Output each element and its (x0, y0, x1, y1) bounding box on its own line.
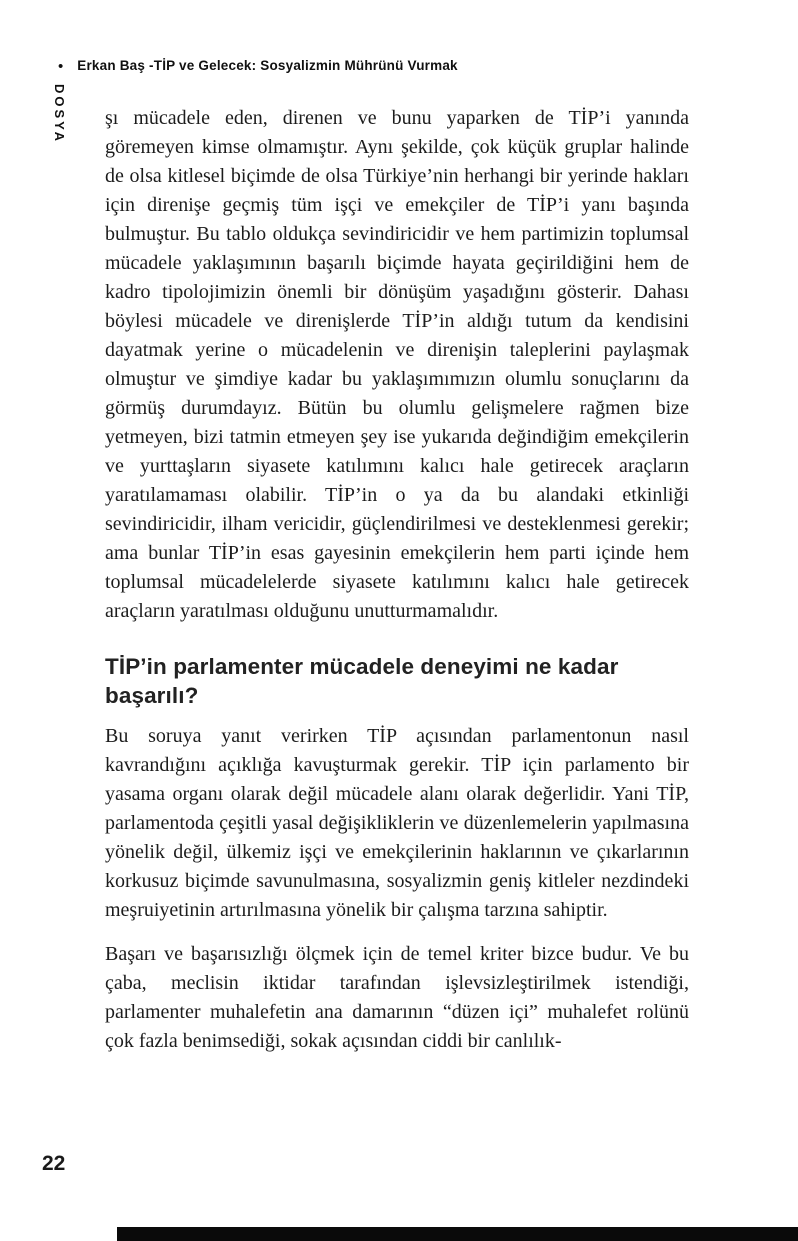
section-side-label: DOSYA (52, 84, 67, 145)
paragraph: şı mücadele eden, direnen ve bunu yaparken de TİP’i yanında göremeyen kimse olmamıştır. Aynı şekilde, çok küçük gruplar halinde de olsa kitlesel biçimde de olsa Türkiye’nin herhangi bir yerinde hakları için direnişe geçmiş tüm işçi ve emekçiler de TİP’i yanı başında bulmuştur. Bu tablo oldukça sevindiricidir ve hem partimizin toplumsal mücadele yaklaşımının başarılı biçimde hayata geçirildiğini hem de kadro tipolojimizin önemli bir dönüşüm yaşadığını gösterir. Dahası böylesi mücadele ve direnişlerde TİP’in aldığı tutum da kendisini dayatmak yerine o mücadelenin ve direnişin taleplerini paylaşmak olmuştur ve şimdiye kadar bu yaklaşımımızın olumlu sonuçlarını da görmüş durumdayız. Bütün bu olumlu gelişmelere rağmen bize yetmeyen, bizi tatmin etmeyen şey ise yukarıda değindiğim emekçilerin ve yurttaşların siyasete katılımını kalıcı hale getirecek araçların yaratılamaması olabilir. TİP’in o ya da bu alandaki etkinliği sevindiricidir, ilham vericidir, güçlendirilmesi ve desteklenmesi gerekir; ama bunlar TİP’in esas gayesinin emekçilerin hem parti içinde hem toplumsal mücadelelerde siyasete katılımını kalıcı hale getirecek araçların yaratılması olduğunu unutturmamalıdır. (105, 107, 689, 622)
running-header (58, 58, 738, 73)
book-title: TİP ve Gelecek: Sosyalizmin Mührünü Vurmak (153, 58, 458, 73)
text-column (105, 104, 689, 1071)
section-heading: TİP’in parlamenter mücadele deneyimi ne kadar başarılı? (105, 654, 619, 708)
bullet-icon: • (58, 58, 64, 75)
page-number: 22 (42, 1152, 66, 1175)
paragraph: Bu soruya yanıt verirken TİP açısından parlamentonun nasıl kavrandığını açıklığa kavuşturmak gerekir. TİP için parlamento bir yasama organı olarak değil mücadele alanı olarak değerlidir. Yani TİP, parlamentoda çeşitli yasal değişikliklerin ve düzenlemelerin yapılmasına yönelik değil, ülkemiz işçi ve emekçilerinin haklarının ve çıkarlarının korkusuz biçimde savunulmasına, sosyalizmin geniş kitleler nezdindeki meşruiyetinin artırılmasına yönelik bir çalışma tarzına sahiptir. (105, 725, 689, 921)
author-name: Erkan Baş - (77, 58, 154, 73)
paragraph: Başarı ve başarısızlığı ölçmek için de temel kriter bizce budur. Ve bu çaba, meclisin iktidar tarafından işlevsizleştirilmek istendiği, parlamenter muhalefetin ana damarının “düzen içi” muhalefet rolünü çok fazla benimsediği, sokak açısından ciddi bir canlılık- (105, 943, 689, 1052)
bottom-bar-decoration (117, 1227, 798, 1241)
